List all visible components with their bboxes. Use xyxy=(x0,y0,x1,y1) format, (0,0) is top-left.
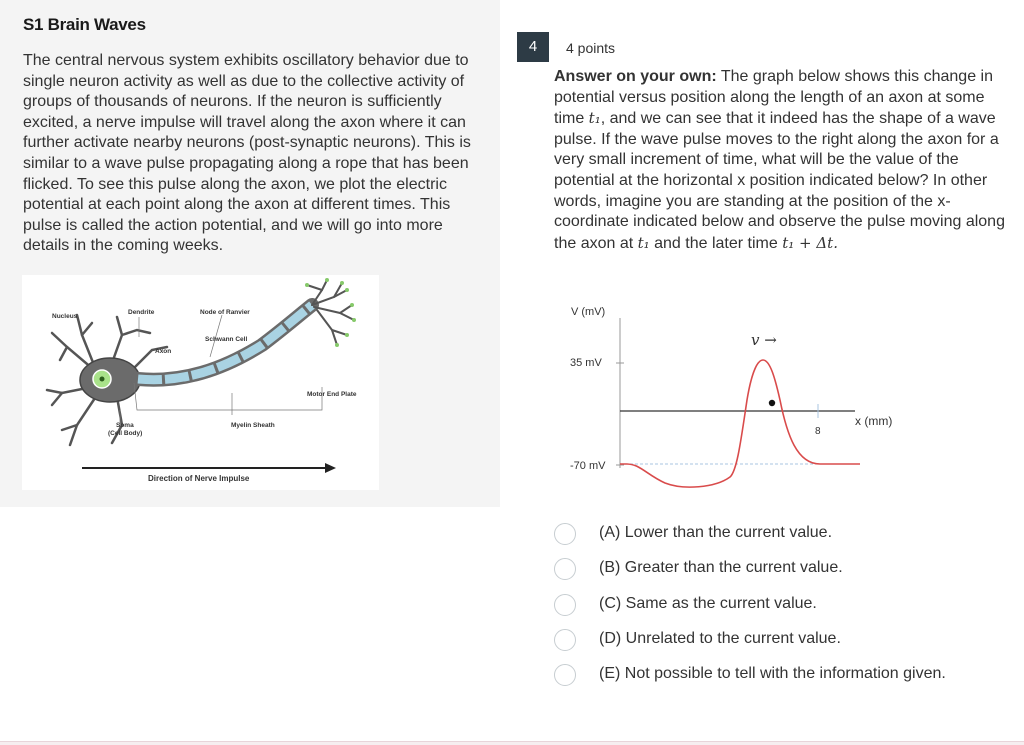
bottom-divider xyxy=(0,741,1024,745)
question-lead: Answer on your own: xyxy=(554,68,717,85)
radio-button[interactable] xyxy=(554,664,576,686)
label-node-of-ranvier: Node of Ranvier xyxy=(200,309,250,316)
question-text-part-3: and the later time xyxy=(649,234,783,252)
label-axon: Axon xyxy=(155,348,172,355)
potential-graph xyxy=(565,300,905,490)
question-number: 4 xyxy=(517,32,549,62)
answer-label[interactable]: (A) Lower than the current value. xyxy=(599,524,833,541)
radio-button[interactable] xyxy=(554,594,576,616)
y-axis-label: V (mV) xyxy=(571,306,606,318)
label-cell-body: (Cell Body) xyxy=(108,430,143,437)
math-t1-plus-dt: t₁ + Δt. xyxy=(782,233,838,252)
question-text xyxy=(554,67,1009,254)
question-text-part-1: The graph below shows this change in potential versus position along the length of an axon at some time xyxy=(554,68,993,128)
potential-graph-drawing xyxy=(565,300,905,490)
intro-paragraph: The central nervous system exhibits oscillatory behavior due to single neuron activity as well as due to the collective activity of groups of thousands of neurons. If the neuron is sufficiently excited, a nerve impulse will travel along the axon where it can further activate nearby neurons (post-synaptic neurons). This is similar to a wave pulse propagating along a rope that has been flicked. To see this pulse along the axon, we plot the electric potential at each point along the axon at different times. This pulse is called the action potential, and we will go into more details in the coming weeks. xyxy=(23,52,471,255)
math-t1: t₁ xyxy=(588,109,601,128)
answer-option-a[interactable] xyxy=(554,519,994,549)
label-nucleus: Nucleus xyxy=(52,313,78,320)
velocity-label: v → xyxy=(751,331,777,349)
answer-label[interactable]: (D) Unrelated to the current value. xyxy=(599,630,841,647)
question-points: 4 points xyxy=(566,40,616,56)
answer-label[interactable]: (E) Not possible to tell with the information given. xyxy=(599,665,946,682)
answer-option-e[interactable] xyxy=(554,660,994,690)
x-axis-label: x (mm) xyxy=(855,414,893,428)
answer-label[interactable]: (C) Same as the current value. xyxy=(599,595,817,612)
radio-button[interactable] xyxy=(554,523,576,545)
label-myelin-sheath: Myelin Sheath xyxy=(231,422,275,429)
neuron-diagram xyxy=(22,275,379,490)
y-tick-high: 35 mV xyxy=(570,357,602,369)
answer-option-b[interactable] xyxy=(554,554,994,584)
answer-option-d[interactable] xyxy=(554,625,994,655)
label-soma: Soma xyxy=(116,422,134,429)
context-panel xyxy=(0,0,500,507)
answer-label[interactable]: (B) Greater than the current value. xyxy=(599,559,843,576)
question-text-part-2: , and we can see that it indeed has the shape of a wave pulse. If the wave pulse moves to the right along the axon for a very small increment of time, what will be the value of the potential at the horizontal x position indicated below? In other words, imagine you are standing at the position of the x-coordinate indicated below and observe the pulse moving along the axon at xyxy=(554,110,1005,252)
math-t1-b: t₁ xyxy=(637,233,650,252)
x-tick-label: 8 xyxy=(815,426,821,437)
answer-option-c[interactable] xyxy=(554,590,994,620)
label-direction: Direction of Nerve Impulse xyxy=(148,474,250,483)
label-motor-end-plate: Motor End Plate xyxy=(307,391,357,398)
y-tick-low: -70 mV xyxy=(570,460,606,472)
neuron-drawing xyxy=(22,275,379,490)
label-schwann-cell: Schwann Cell xyxy=(205,336,248,343)
label-dendrite: Dendrite xyxy=(128,309,155,316)
radio-button[interactable] xyxy=(554,558,576,580)
section-title: S1 Brain Waves xyxy=(23,15,146,34)
radio-button[interactable] xyxy=(554,629,576,651)
